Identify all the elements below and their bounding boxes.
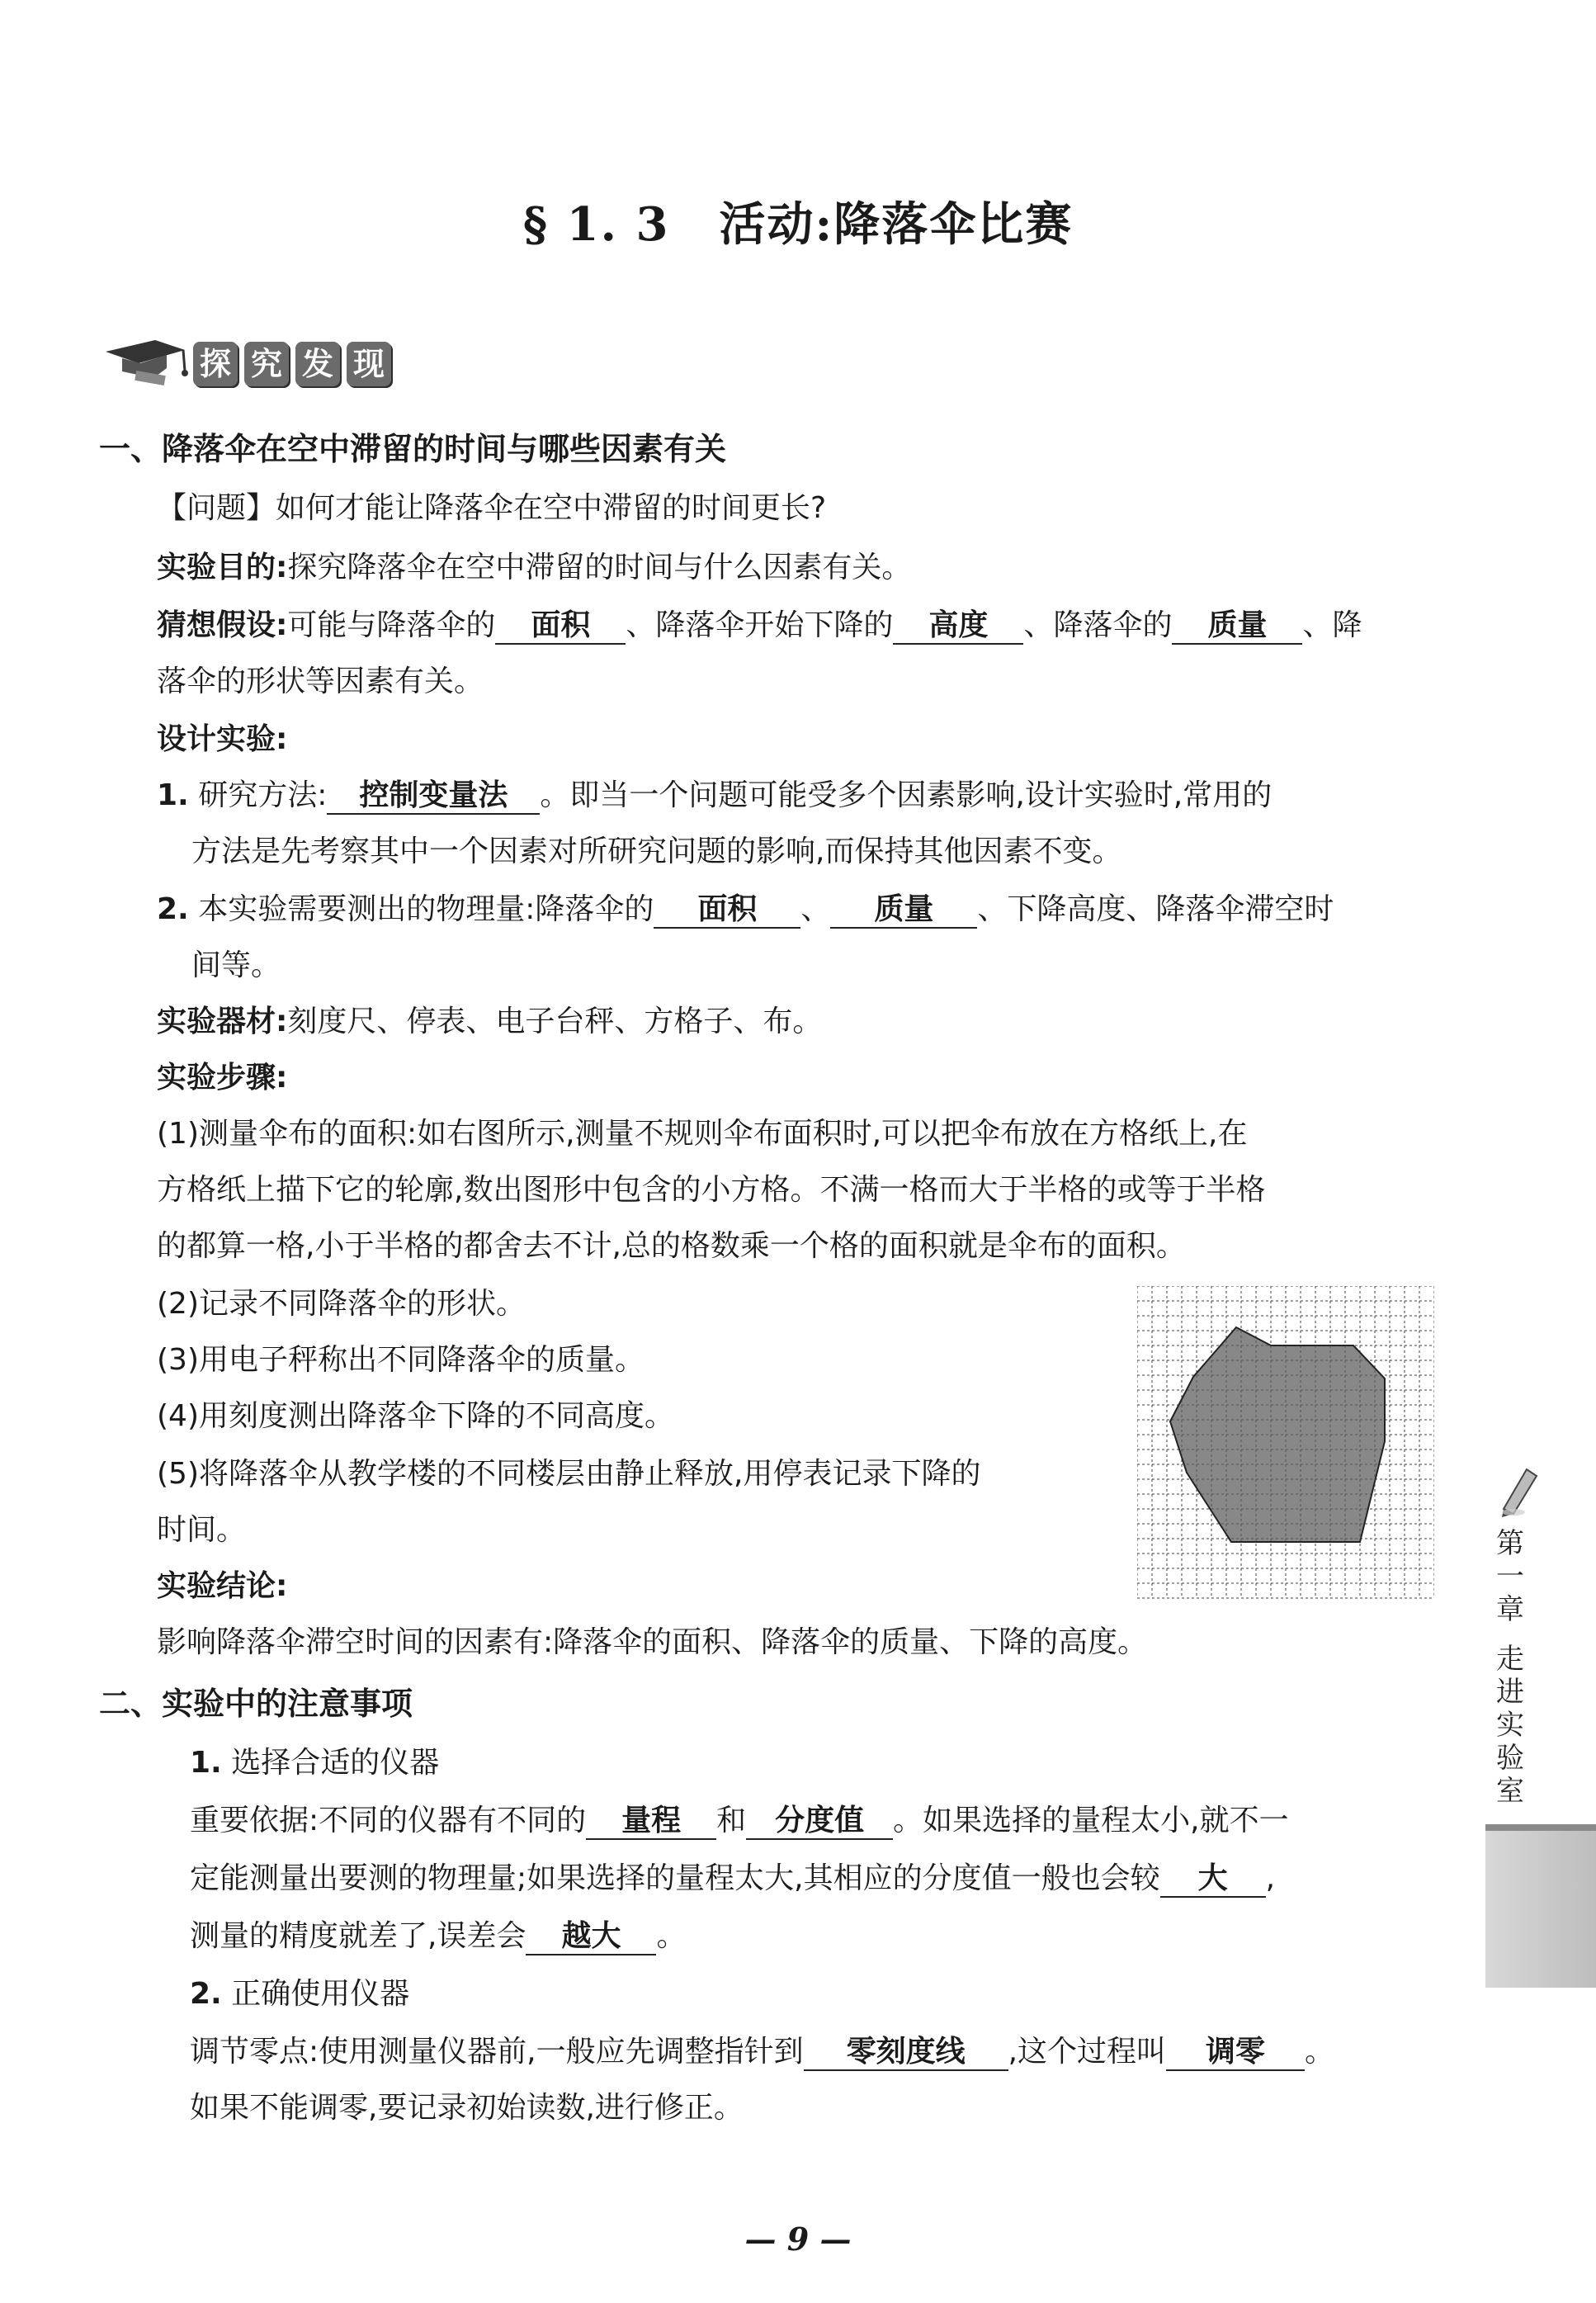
item-number: 1. [157, 778, 189, 812]
tag-char: 探 [193, 342, 238, 386]
pencil-icon [1494, 1461, 1543, 1519]
answer-blank: 质量 [1172, 608, 1302, 645]
conclusion-label: 实验结论: [157, 1569, 288, 1603]
hypothesis-cont: 落伞的形状等因素有关。 [157, 664, 484, 698]
text: 。 [1305, 2035, 1335, 2069]
design-label: 设计实验: [157, 722, 288, 756]
grid-paper-figure [1137, 1286, 1434, 1600]
tag-char: 发 [295, 342, 340, 386]
text: 定能测量出要测的物理量;如果选择的量程太大,其相应的分度值一般也会较 [190, 1861, 1160, 1895]
item-1-line1 [190, 1801, 1434, 1841]
text: 、降落伞开始下降的 [626, 608, 894, 642]
text: 。 [656, 1919, 687, 1953]
text: 。如果选择的量程太小,就不一 [893, 1804, 1289, 1837]
answer-blank: 控制变量法 [327, 778, 540, 815]
part1-heading: 一、降落伞在空中滞留的时间与哪些因素有关 [99, 431, 727, 467]
chapter-name-char: 验 [1496, 1742, 1524, 1775]
answer-blank: 质量 [830, 892, 977, 929]
chapter-name-char: 室 [1496, 1775, 1524, 1808]
question-line: 【问题】如何才能让降落伞在空中滞留的时间更长? [157, 491, 827, 525]
text: 、下降高度、降落伞滞空时 [977, 892, 1334, 926]
text: 、 [800, 892, 831, 926]
item-1-line3 [190, 1917, 1434, 1956]
design-item-1-cont: 方法是先考察其中一个因素对所研究问题的影响,而保持其他因素不变。 [191, 835, 1122, 868]
text: ,这个过程叫 [1008, 2035, 1167, 2069]
step-5-line1: (5)将降落伞从教学楼的不同楼层由静止释放,用停表记录下降的 [157, 1457, 981, 1491]
tag-char: 现 [347, 342, 391, 386]
item-number: 2. [157, 892, 189, 926]
purpose-text: 探究降落伞在空中滞留的时间与什么因素有关。 [287, 551, 912, 584]
step-4: (4)用刻度测出降落伞下降的不同高度。 [157, 1399, 674, 1433]
text: 可能与降落伞的 [287, 608, 496, 642]
text: 、降落伞的 [1023, 608, 1173, 642]
step-3: (3)用电子秤称出不同降落伞的质量。 [157, 1343, 645, 1377]
step-1-line3: 的都算一格,小于半格的都舍去不计,总的格数乘一个格的面积就是伞布的面积。 [157, 1229, 1186, 1263]
design-item-1 [157, 776, 1434, 816]
text: 测量的精度就差了,误差会 [190, 1919, 526, 1953]
text: 正确使用仪器 [231, 1977, 410, 2011]
hypothesis-line [157, 606, 1434, 646]
text: , [1265, 1861, 1276, 1895]
text: 重要依据:不同的仪器有不同的 [190, 1804, 587, 1837]
text: 。即当一个问题可能受多个因素影响,设计实验时,常用的 [540, 778, 1273, 812]
design-item-2-cont: 间等。 [191, 948, 281, 982]
conclusion-text: 影响降落伞滞空时间的因素有:降落伞的面积、降落伞的质量、下降的高度。 [157, 1625, 1148, 1659]
text: 和 [716, 1804, 747, 1837]
item-2-title [190, 1974, 1434, 2014]
text: 、降 [1302, 608, 1362, 642]
text: 选择合适的仪器 [231, 1746, 440, 1780]
graduation-cap-icon [106, 335, 188, 388]
text: 调节零点:使用测量仪器前,一般应先调整指针到 [190, 2035, 804, 2069]
section-title: 活动:降落伞比赛 [719, 197, 1074, 252]
item-1-title [190, 1743, 1434, 1783]
steps-label: 实验步骤: [157, 1061, 288, 1095]
item-2-line2: 如果不能调零,要记录初始读数,进行修正。 [190, 2091, 744, 2125]
answer-blank: 量程 [586, 1804, 716, 1840]
design-item-2 [157, 890, 1434, 929]
part2-heading: 二、实验中的注意事项 [99, 1686, 413, 1722]
purpose-line [157, 548, 1434, 588]
item-1-line2 [190, 1859, 1434, 1899]
answer-blank: 高度 [893, 608, 1023, 645]
step-5-line2: 时间。 [157, 1513, 247, 1547]
equipment-line [157, 1002, 1434, 1042]
item-number: 2. [190, 1977, 222, 2011]
chapter-name-char: 走 [1496, 1643, 1524, 1676]
chapter-name-char: 进 [1496, 1676, 1524, 1709]
equipment-text: 刻度尺、停表、电子台秤、方格子、布。 [287, 1005, 823, 1038]
sidebar-shade-bar [1485, 1831, 1596, 1988]
item-2-line1 [190, 2032, 1434, 2072]
hypothesis-label: 猜想假设: [157, 608, 288, 642]
answer-blank: 面积 [654, 892, 800, 929]
step-2: (2)记录不同降落伞的形状。 [157, 1287, 526, 1321]
answer-blank: 调零 [1166, 2035, 1305, 2071]
item-number: 1. [190, 1746, 222, 1780]
text: 研究方法: [198, 778, 328, 812]
page-title [0, 188, 1596, 254]
chapter-char: 一 [1496, 1560, 1524, 1593]
purpose-label: 实验目的: [157, 551, 288, 584]
step-1-line1: (1)测量伞布的面积:如右图所示,测量不规则伞布面积时,可以把伞布放在方格纸上,在 [157, 1117, 1248, 1151]
text: 本实验需要测出的物理量:降落伞的 [198, 892, 654, 926]
answer-blank: 零刻度线 [804, 2035, 1008, 2071]
step-1-line2: 方格纸上描下它的轮廓,数出图形中包含的小方格。不满一格而大于半格的或等于半格 [157, 1173, 1266, 1207]
answer-blank: 分度值 [746, 1804, 893, 1840]
chapter-sidebar [1485, 1527, 1535, 1808]
section-number: § 1. 3 [522, 197, 670, 252]
equipment-label: 实验器材: [157, 1005, 288, 1038]
tag-char: 究 [244, 342, 289, 386]
answer-blank: 面积 [495, 608, 626, 645]
chapter-char: 章 [1496, 1593, 1524, 1626]
page-number: — 9 — [744, 2220, 852, 2258]
chapter-char: 第 [1496, 1527, 1524, 1560]
section-header-explore [106, 330, 452, 396]
answer-blank: 大 [1160, 1861, 1266, 1898]
chapter-name-char: 实 [1496, 1709, 1524, 1742]
answer-blank: 越大 [526, 1919, 656, 1955]
